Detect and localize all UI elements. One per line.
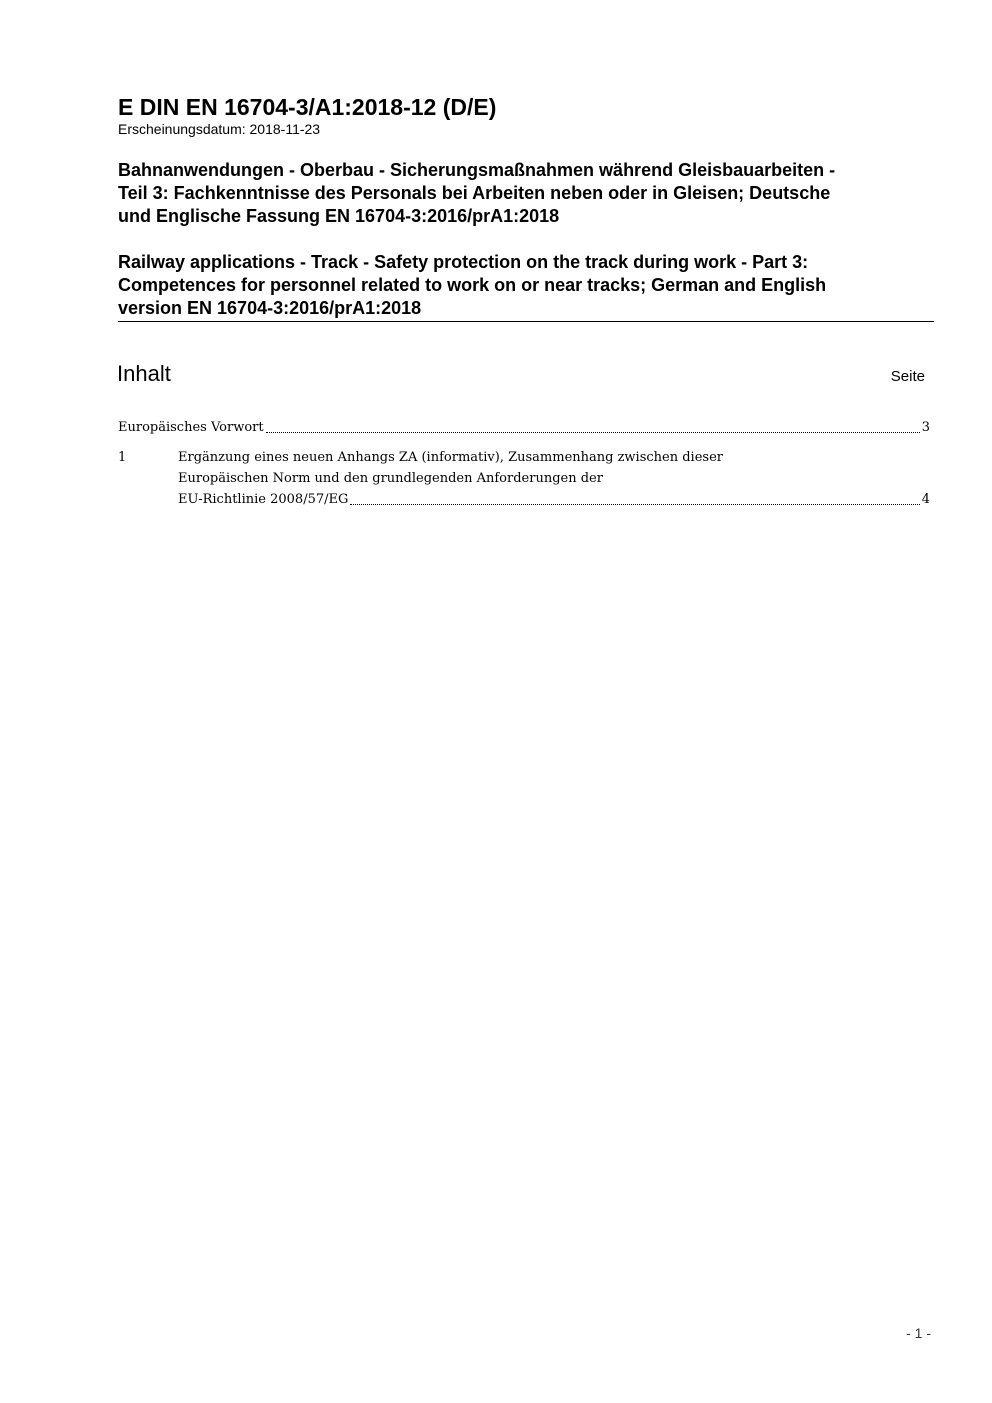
title-english [118,251,934,320]
toc-entry-foreword[interactable] [118,417,930,438]
title-german-line: Teil 3: Fachkenntnisse des Personals bei Arbeiten neben oder in Gleisen; Deutsche [118,183,831,203]
toc-entry-title-line[interactable]: EU-Richtlinie 2008/57/EG [178,492,349,507]
toc-entry-title-line[interactable]: Europäischen Norm und den grundlegenden Anforderungen der [178,471,603,486]
publication-date: Erscheinungsdatum: 2018-11-23 [118,121,321,137]
toc-entry-page: 3 [921,420,930,435]
toc-dot-leader [350,504,919,505]
toc-page-column-label: Seite [890,368,925,385]
document-id: E DIN EN 16704-3/A1:2018-12 (D/E) [118,94,497,120]
title-divider [118,321,934,322]
toc-entry-page: 4 [921,492,930,507]
title-german [118,159,934,228]
toc-entry-number: 1 [118,450,127,465]
toc-dot-leader [266,432,920,433]
title-english-line: Competences for personnel related to work on or near tracks; German and English [118,275,827,295]
title-german-line: und Englische Fassung EN 16704-3:2016/prA1:2018 [118,206,560,226]
toc-entry-text [178,447,930,510]
title-english-line: Railway applications - Track - Safety protection on the track during work - Part 3: [118,252,809,272]
toc-entry-row [118,417,930,438]
toc-heading: Inhalt [117,361,171,386]
toc-entry-row [178,489,930,510]
title-german-line: Bahnanwendungen - Oberbau - Sicherungsmaßnahmen während Gleisbauarbeiten - [118,160,836,180]
toc-entry-title-line[interactable]: Ergänzung eines neuen Anhangs ZA (informativ), Zusammenhang zwischen dieser [178,450,723,465]
toc-entry-title[interactable]: Europäisches Vorwort [118,420,264,435]
page-number: - 1 - [906,1325,931,1341]
toc-entry-annex-za[interactable] [118,447,930,510]
title-english-line: version EN 16704-3:2016/prA1:2018 [118,298,422,318]
